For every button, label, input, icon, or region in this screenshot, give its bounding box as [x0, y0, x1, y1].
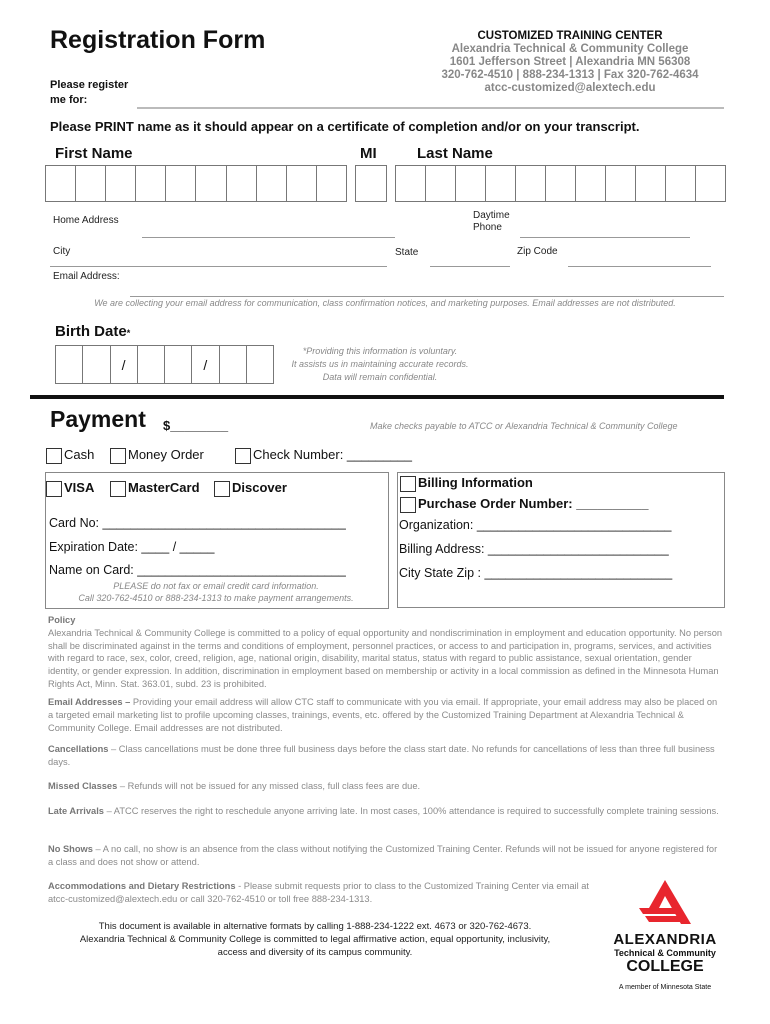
- section-divider: [30, 395, 724, 399]
- footer: [40, 920, 590, 959]
- payment-amount[interactable]: $________: [163, 418, 229, 433]
- noshow-text: – A no call, no show is an absence from the class without notifying the Customized Training Center. Refunds will not be issued for anyone registered for a class and does not show or attend.: [48, 844, 718, 867]
- college-logo: [605, 878, 725, 991]
- email-label: Email Address:: [53, 271, 120, 282]
- accom-heading: Accommodations and Dietary Restrictions: [48, 881, 236, 891]
- checkbox[interactable]: [110, 448, 126, 464]
- last-name-boxes[interactable]: [395, 165, 726, 202]
- zip-label: Zip Code: [517, 246, 558, 257]
- email-input[interactable]: [130, 296, 724, 297]
- logo-member: A member of Minnesota State: [618, 984, 712, 991]
- birth-note: [280, 345, 480, 384]
- asterisk: *: [126, 328, 131, 338]
- college-name: Alexandria Technical & Community College: [451, 43, 689, 55]
- policy-section: [48, 614, 723, 691]
- birth-note-1: *Providing this information is voluntary.: [302, 346, 458, 356]
- slash: /: [111, 346, 138, 383]
- logo-a-icon: [635, 878, 695, 926]
- last-name-label: Last Name: [417, 145, 493, 162]
- home-address-input[interactable]: [142, 237, 395, 238]
- checkbox[interactable]: [400, 476, 416, 492]
- missed-text: – Refunds will not be issued for any missed class, full class fees are due.: [117, 781, 421, 791]
- mastercard-label: MasterCard: [128, 480, 200, 495]
- checkbox[interactable]: [400, 497, 416, 513]
- slash: /: [192, 346, 219, 383]
- checks-note: Make checks payable to ATCC or Alexandria Technical & Community College: [370, 421, 678, 431]
- birth-note-2: It assists us in maintaining accurate records.: [291, 359, 469, 369]
- cash-option[interactable]: [46, 447, 94, 464]
- email-policy: [48, 696, 723, 734]
- page-title: Registration Form: [50, 26, 266, 54]
- print-instruction: Please PRINT name as it should appear on a certificate of completion and/or on your transcript.: [50, 119, 640, 134]
- logo-sub: Technical & Community: [614, 948, 716, 958]
- city-state-zip-field[interactable]: City State Zip : ___________________________: [399, 566, 673, 580]
- checkbox[interactable]: [46, 481, 62, 497]
- visa-label: VISA: [64, 480, 95, 495]
- address: 1601 Jefferson Street | Alexandria MN 56308: [449, 56, 691, 68]
- mi-box[interactable]: [355, 165, 387, 202]
- checkbox[interactable]: [46, 448, 62, 464]
- logo-name: ALEXANDRIA: [613, 931, 717, 948]
- missed-classes-policy: [48, 780, 723, 793]
- footer-line3: access and diversity of its campus community.: [217, 947, 413, 958]
- checkbox[interactable]: [110, 481, 126, 497]
- zip-input[interactable]: [568, 266, 711, 267]
- email: atcc-customized@alextech.edu: [484, 82, 656, 94]
- birth-date-text: Birth Date: [55, 323, 127, 340]
- city-label: City: [53, 246, 71, 257]
- logo-college: COLLEGE: [626, 958, 704, 975]
- money-order-option[interactable]: [110, 447, 204, 464]
- organization-field[interactable]: Organization: ____________________________: [399, 518, 672, 532]
- phone-input[interactable]: [520, 237, 690, 238]
- first-name-label: First Name: [55, 145, 133, 162]
- missed-heading: Missed Classes: [48, 781, 118, 791]
- po-label: Purchase Order Number: __________: [418, 496, 649, 511]
- city-input[interactable]: [50, 266, 387, 267]
- discover-option[interactable]: [214, 480, 287, 497]
- register-label: [50, 78, 128, 108]
- card-note-2: Call 320-762-4510 or 888-234-1313 to make payment arrangements.: [78, 593, 354, 603]
- check-number-option[interactable]: [235, 447, 412, 464]
- checkbox[interactable]: [235, 448, 251, 464]
- late-arrivals-policy: [48, 805, 723, 818]
- register-label-line1: Please register: [50, 79, 129, 91]
- state-input[interactable]: [430, 266, 510, 267]
- cancellations-policy: [48, 743, 723, 769]
- register-label-line2: me for:: [50, 94, 88, 106]
- cancellations-text: – Class cancellations must be done three full business days before the class start date. No refunds for cancellations of less than three full business days.: [48, 744, 715, 767]
- footer-line2: Alexandria Technical & Community College is committed to legal affirmative action, equal opportunity, inclusivity,: [79, 934, 551, 945]
- card-number-field[interactable]: Card No: ___________________________________: [49, 516, 346, 530]
- billing-info-option[interactable]: [400, 475, 533, 492]
- email-policy-text: Providing your email address will allow CTC staff to communicate with you via email. If appropriate, your email address may also be placed on a targeted email marketing list to profile upcoming classes, trainings, events, etc. offered by the Customized Training Department at Alexandria Technical & Community College. Email addresses are not distributed.: [48, 697, 718, 733]
- daytime-phone-label: [473, 210, 510, 234]
- policy-text: Alexandria Technical & Community College is committed to a policy of equal opportunity and nondiscrimination in employment and education opportunity. No person shall be discriminated against in the terms and conditions of employment, personnel practices, or access to and participation in, programs, services, and activities with regard to race, sex, color, creed, religion, age, national origin, disability, marital status, status with regard to public assistance, sexual orientation, gender identity, or gender expression. In addition, discrimination in employment based on membership or activity in a local commission as defined in the Minnesota Human Rights Act, Minn. Stat. 363.01, subd. 23 is prohibited.: [48, 627, 723, 689]
- check-number-label: Check Number: _________: [253, 447, 412, 462]
- billing-info-label: Billing Information: [418, 475, 533, 490]
- phone-text: Phone: [473, 222, 502, 233]
- accom-text: - Please submit requests prior to class to the Customized Training Center via email at atcc-customized@alextech.edu or call 320-762-4510 or toll free 888-234-1313.: [48, 881, 589, 904]
- billing-box: [397, 472, 725, 608]
- checkbox[interactable]: [214, 481, 230, 497]
- no-shows-policy: [48, 843, 723, 869]
- state-label: State: [395, 247, 419, 258]
- mastercard-option[interactable]: [110, 480, 200, 497]
- po-option[interactable]: [400, 496, 649, 513]
- email-policy-heading: Email Addresses –: [48, 697, 131, 707]
- name-on-card-field[interactable]: Name on Card: ______________________________: [49, 563, 346, 577]
- course-input-line[interactable]: [137, 107, 724, 109]
- money-order-label: Money Order: [128, 447, 204, 462]
- card-note-1: PLEASE do not fax or email credit card information.: [113, 581, 319, 591]
- email-note: We are collecting your email address for communication, class confirmation notices, and marketing purposes. Email addresses are not distributed.: [94, 298, 676, 308]
- phones: 320-762-4510 | 888-234-1313 | Fax 320-762-4634: [441, 69, 699, 81]
- billing-address-field[interactable]: Billing Address: __________________________: [399, 542, 669, 556]
- birth-date-label: [55, 323, 130, 340]
- birth-note-3: Data will remain confidential.: [322, 372, 438, 382]
- late-text: – ATCC reserves the right to reschedule anyone arriving late. In most cases, 100% attendance is required to successfully complete training sessions.: [103, 806, 719, 816]
- footer-line1: This document is available in alternative formats by calling 1-888-234-1222 ext. 4673 or 320-762-4673.: [98, 921, 532, 932]
- card-note: [45, 580, 387, 604]
- home-address-label: Home Address: [53, 215, 119, 226]
- payment-title: Payment: [50, 406, 146, 432]
- birth-date-boxes[interactable]: [55, 345, 274, 384]
- accommodations-policy: [48, 880, 593, 906]
- mi-label: MI: [360, 145, 377, 162]
- visa-option[interactable]: [46, 480, 94, 497]
- daytime-text: Daytime: [473, 210, 510, 221]
- policy-heading: Policy: [48, 615, 76, 625]
- header-contact: [420, 30, 720, 95]
- org-name: CUSTOMIZED TRAINING CENTER: [477, 30, 663, 42]
- cancellations-heading: Cancellations: [48, 744, 109, 754]
- noshow-heading: No Shows: [48, 844, 93, 854]
- discover-label: Discover: [232, 480, 287, 495]
- late-heading: Late Arrivals: [48, 806, 104, 816]
- cash-label: Cash: [64, 447, 95, 462]
- expiration-field[interactable]: Expiration Date: ____ / _____: [49, 540, 215, 554]
- first-name-boxes[interactable]: [45, 165, 347, 202]
